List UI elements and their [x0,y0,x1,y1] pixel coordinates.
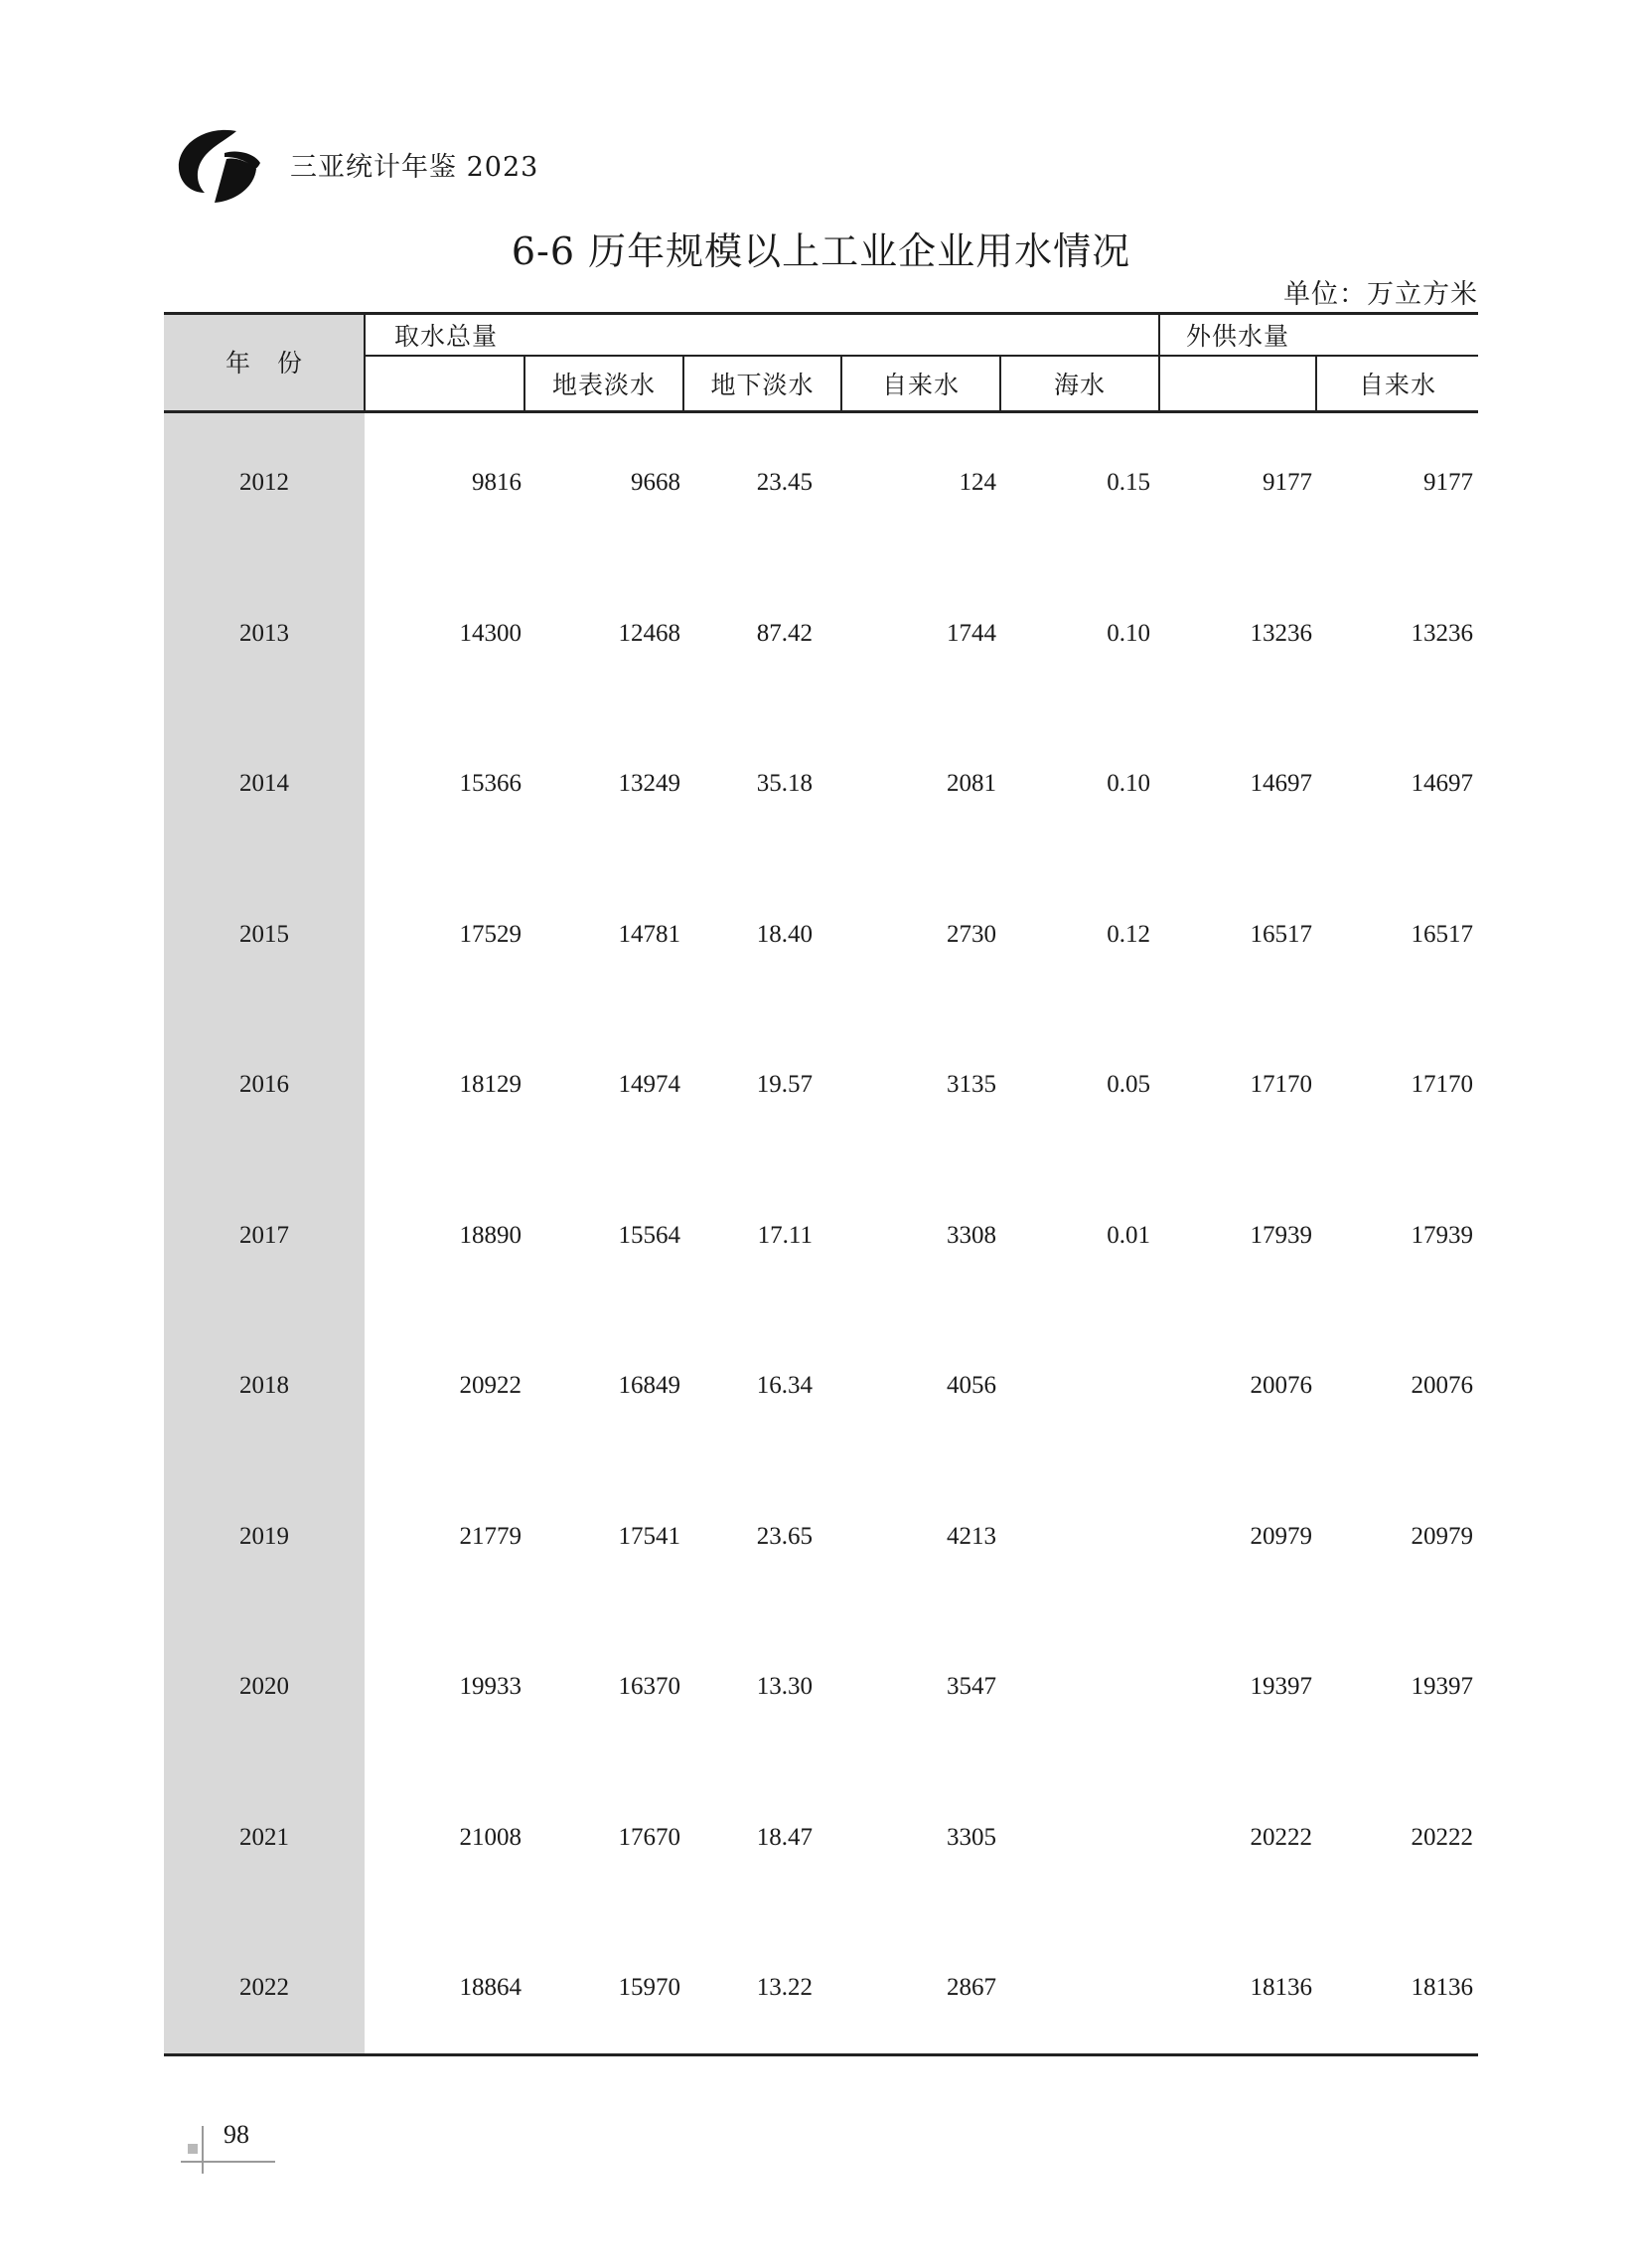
cell-tap-water: 3547 [947,1673,996,1700]
cell-year: 2012 [239,469,289,496]
table-title: 6-6 历年规模以上工业企业用水情况 [511,229,1131,273]
cell-surface-fresh: 16849 [618,1372,680,1399]
cell-surface-fresh: 12468 [618,619,680,647]
cell-total-intake: 21008 [459,1823,522,1851]
cell-supplied-tap: 20076 [1411,1372,1473,1399]
cell-supplied-total: 20222 [1250,1823,1312,1851]
cell-supplied-total: 17939 [1250,1221,1312,1249]
cell-ground-fresh: 16.34 [756,1372,813,1399]
cell-ground-fresh: 19.57 [756,1071,813,1098]
table-row [164,1216,1478,1256]
cell-ground-fresh: 17.11 [757,1221,813,1249]
cell-surface-fresh: 14974 [618,1071,680,1098]
cell-supplied-tap: 17939 [1411,1221,1473,1249]
cell-surface-fresh: 9668 [631,469,680,496]
table-row [164,1517,1478,1557]
cell-supplied-tap: 20222 [1411,1823,1473,1851]
cell-tap-water: 1744 [947,619,996,647]
cell-total-intake: 18864 [459,1974,522,2001]
col-header-surface-fresh: 地表淡水 [551,371,656,399]
col-header-ground-fresh: 地下淡水 [710,371,815,399]
cell-ground-fresh: 13.30 [756,1673,813,1700]
cell-supplied-total: 19397 [1250,1673,1312,1700]
cell-total-intake: 21779 [459,1522,522,1550]
cell-year: 2022 [239,1974,289,2001]
cell-total-intake: 18890 [459,1221,522,1249]
col-header-supplied-total: 外供水量 [1185,322,1289,351]
unit-label: 单位：万立方米 [1283,279,1478,310]
cell-sea-water: 0.01 [1107,1221,1150,1249]
cell-sea-water [1001,1667,1150,1707]
cell-sea-water [1001,1818,1150,1858]
cell-supplied-total: 18136 [1250,1974,1312,2001]
cell-total-intake: 20922 [459,1372,522,1399]
cell-supplied-total: 13236 [1250,619,1312,647]
cell-year: 2014 [239,770,289,797]
cell-sea-water: 0.10 [1107,619,1150,647]
col-header-supplied-tap: 自来水 [1358,371,1436,399]
cell-supplied-total: 20979 [1250,1522,1312,1550]
cell-sea-water: 0.12 [1107,920,1150,948]
cell-surface-fresh: 16370 [618,1673,680,1700]
cell-total-intake: 17529 [459,920,522,948]
cell-tap-water: 124 [959,469,996,496]
cell-tap-water: 3135 [947,1071,996,1098]
cell-sea-water: 0.10 [1107,770,1150,797]
cell-sea-water: 0.15 [1107,469,1150,496]
cell-supplied-total: 17170 [1250,1071,1312,1098]
page-marker-vline [202,2126,204,2174]
cell-total-intake: 18129 [459,1071,522,1098]
cell-supplied-tap: 16517 [1411,920,1473,948]
cell-ground-fresh: 18.47 [756,1823,813,1851]
table-row [164,764,1478,804]
cell-year: 2019 [239,1522,289,1550]
page-number: 98 [224,2120,249,2149]
cell-year: 2017 [239,1221,289,1249]
table-row [164,1667,1478,1707]
cell-tap-water: 4213 [947,1522,996,1550]
water-usage-table [164,312,1478,2056]
cell-sea-water [1001,1366,1150,1406]
yearbook-title: 三亚统计年鉴 2023 [290,152,539,183]
cell-tap-water: 2730 [947,920,996,948]
cell-total-intake: 15366 [459,770,522,797]
cell-tap-water: 3308 [947,1221,996,1249]
cell-tap-water: 4056 [947,1372,996,1399]
cell-surface-fresh: 17541 [618,1522,680,1550]
table-row [164,1818,1478,1858]
cell-supplied-total: 20076 [1250,1372,1312,1399]
cell-supplied-tap: 9177 [1423,469,1473,496]
table-row [164,915,1478,955]
table-row [164,1065,1478,1105]
cell-surface-fresh: 17670 [618,1823,680,1851]
cell-ground-fresh: 18.40 [756,920,813,948]
table-row [164,463,1478,503]
cell-supplied-tap: 14697 [1411,770,1473,797]
cell-year: 2020 [239,1673,289,1700]
cell-total-intake: 14300 [459,619,522,647]
table-row [164,1968,1478,2008]
cell-total-intake: 9816 [472,469,522,496]
cell-supplied-total: 14697 [1250,770,1312,797]
cell-year: 2018 [239,1372,289,1399]
cell-supplied-tap: 18136 [1411,1974,1473,2001]
year-column-shade [164,312,365,2056]
cell-year: 2013 [239,619,289,647]
cell-supplied-total: 9177 [1263,469,1312,496]
table-row [164,1366,1478,1406]
cell-ground-fresh: 23.45 [756,469,813,496]
cell-ground-fresh: 87.42 [756,619,813,647]
col-header-year: 年 份 [224,349,303,378]
cell-surface-fresh: 14781 [618,920,680,948]
cell-surface-fresh: 15970 [618,1974,680,2001]
cell-supplied-tap: 13236 [1411,619,1473,647]
cell-total-intake: 19933 [459,1673,522,1700]
cell-sea-water: 0.05 [1107,1071,1150,1098]
page-marker-hline [181,2161,275,2163]
cell-ground-fresh: 35.18 [756,770,813,797]
cell-supplied-tap: 20979 [1411,1522,1473,1550]
cell-supplied-tap: 17170 [1411,1071,1473,1098]
cell-sea-water [1001,1517,1150,1557]
cell-supplied-tap: 19397 [1411,1673,1473,1700]
cell-year: 2015 [239,920,289,948]
cell-year: 2021 [239,1823,289,1851]
table-bottom-rule [164,2053,1478,2056]
col-header-sea-water: 海水 [1053,371,1106,399]
yearbook-logo-icon [175,123,264,207]
cell-ground-fresh: 13.22 [756,1974,813,2001]
cell-year: 2016 [239,1071,289,1098]
cell-surface-fresh: 13249 [618,770,680,797]
col-header-tap-water: 自来水 [881,371,960,399]
cell-tap-water: 3305 [947,1823,996,1851]
cell-ground-fresh: 23.65 [756,1522,813,1550]
cell-surface-fresh: 15564 [618,1221,680,1249]
table-row [164,614,1478,654]
page-marker-square [188,2144,198,2154]
col-header-total-intake: 取水总量 [394,322,499,351]
cell-tap-water: 2867 [947,1974,996,2001]
cell-tap-water: 2081 [947,770,996,797]
cell-sea-water [1001,1968,1150,2008]
cell-supplied-total: 16517 [1250,920,1312,948]
